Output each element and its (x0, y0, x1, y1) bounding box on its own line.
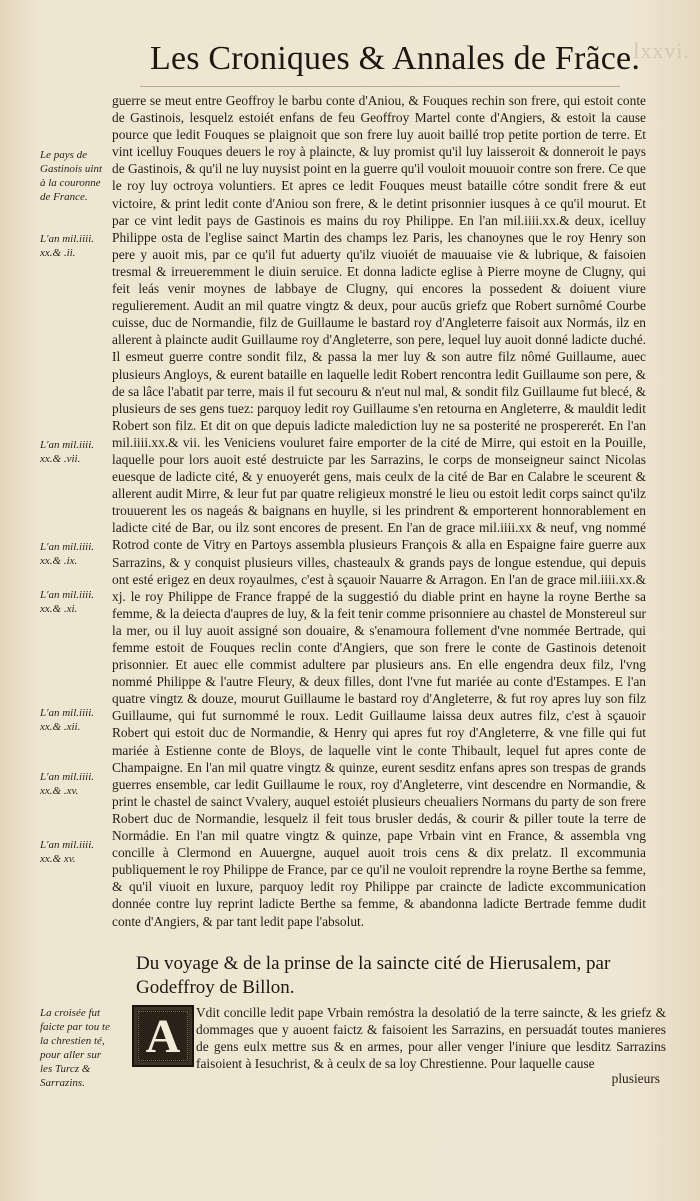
catchword: plusieurs (611, 1071, 660, 1086)
margin-note-1091: L'an mil.iiii. xx.& .xi. (40, 589, 95, 615)
section-heading: Du voyage & de la prinse de la saincte cité de Hierusalem, par Godeffroy de Billon. (136, 953, 611, 998)
page-header: Les Croniques & Annales de Frãce. (150, 40, 641, 77)
main-paragraph: guerre se meut entre Geoffroy le barbu conte d'Aniou, & Fouques rechin son frere, qui estoit conte de Gastinois, lesquelz estoiét enfans de feu Geoffroy Martel conte d'Angiers, & estoit la cause pource que ledit Fouques se plaignoit que son frere luy auoit baillé trop petite portion de terre. Et vint icelluy Fouques deuers le roy à plaincte, & luy promist qu'il luy laisseroit & donneroit le pays de Gastinois, & qu'il ne luy nuysist point en la guerre qu'il vouloit mouuoir contre son frere. Ce que le roy luy octroya voluntiers. Et apres ce ledit Fouques meust bataille cótre sondit frere & eut victoire, & print ledit conte d'Aniou son frere, & le detint prisonnier iusques à ce qu'il mourut. Et par ce vint ledit pays de Gastinois es mains du roy Philippe. En l'an mil.iiii.xx.& deux, icelluy Philippe osta de l'eglise sainct Martin des champs lez Paris, les chanoynes que le roy Henry son pere y auoit mis, par ce qu'il fut aduerty qu'ilz viuoiét de mauuaise vie & lubrique, & faisoien tresmal & irreueremment le diuin seruice. Et donna ladicte eglise à Pierre moyne de Clugny, qui feit leás venir moynes de labbaye de Clugny, qui encores la possedent & doiuent viure regulierement. Audit an mil quatre vingtz & deux, pour aucūs griefz que Robert surnômé Courbe cuisse, duc de Normandie, filz de Guillaume le bastard roy d'Angleterre faisoit aux Normás, ilz en allerent à plaincte audit Guillaume roy d'Angleterre, son pere, lequel luy auoit donné ladicte duché. Il esmeut guerre contre sondit filz, & passa la mer luy & son autre filz nômé Guillaume, auec plusieurs Angloys, & eurent bataille en laquelle ledit Robert rencontra ledit Guillaume son pere, & de sa lâce l'abatit par terre, mais il fut secouru & n'eut nul mal, & sondit filz Guillaume fut blecé, & plusieurs de ses gens tuez: parquoy ledit roy Guillaume s'en retourna en Angleterre, & mauldit ledit Robert son filz. Et dit on que depuis ladicte malediction luy ne sa posterité ne prospererét. En l'an mil.iiii.xx.& vii. les Veniciens vouluret faire emporter de la cité de Mirre, qui estoit en la Pouille, laquelle pour lors auoit esté destruicte par les Sarrazins, le corps de monseigneur sainct Nicolas euesque de ladicte cité, & y enuoyerét gens, mais ceulx de la cité de Bar en Calabre le sceurent & allerent audit Mirre, & leur fut par quatre religieux monstré le lieu ou estoit ledit corps sainct qu'ilz trouuerent les os nageás & baignans en huylle, si les prindrent & emporterent honnorablement en ladicte cité de Bar, ou ilz sont encores de present. En l'an de grace mil.iiii.xx & neuf, vng nommé Rotrod conte de Vitry en Partoys assembla plusieurs François & alla en Espaigne faire guerre aux Sarrazins, & y conquist plusieurs villes, chasteaulx & grands pays de longue estendue, qui depuis ont esté erigez en deux royaulmes, c'est à sçauoir Nauarre & Arragon. En l'an de grace mil.iiii.xx.& xj. le roy Philippe de France frappé de la suggestió du diable print en hayne la royne Berthe sa femme, & la deiecta d'aupres de luy, & la feit tenir comme prisonniere au chastel de Monstereul sur la mer, ou il luy auoit assigné son douaire, & s'enamoura follement d'vne nommée Bertrade, qui femme estoit de Fouques reclin conte d'Angiers, que son frere le conte de Gastinois detenoit prisonnier. Et auec elle commist adultere par plusieurs ans. En elle engendra deux filz, l'vng nommé Philippe & l'autre Fleury, & deux filles, dont l'vne fut mariée au conte d'Estampes. E l'an quatre vingtz & douze, mourut Guillaume le bastard roy d'Angleterre, & fut roy apres luy son filz Guillaume, qui fut surnommé le roux. Ledit Guillaume laissa deux autres filz, c'est à sçauoir Robert qui estoit duc de Normandie, & Henry qui apres fut roy d'Angleterre, & vne fille qui fut mariée à Estienne conte de Bloys, de laquelle vint le conte Thibault, lequel fut apres conte de Champaigne. En l'an mil quatre vingtz & quinze, eurent sesditz enfans apres son trespas de grands guerres ensemble, car ledit Guillaume le roux, roy d'Angleterre, vint descendre en Normandie, & print le chastel de sainct Vvalery, auquel estoiét plusieurs cheualiers Normans du party de son frere Robert duc de Normandie, lesquelz il feit tous brusler dedás, & courir & piller toute la terre de Normádie. En l'an mil quatre vingtz & quinze, pape Vrbain vint en France, & assembla vng concille à Clermond en Auuergne, auquel auoit trois cens & dix prelatz. Il excommunia publiquement le roy Philippe de France, par ce qu'il ne vouloit reprendre la royne Berthe sa femme, & qu'il viuoit en luxure, parquoy ledit roy Philippe par craincte de ladicte excommunication donnée contre luy reprint ladicte Berthe sa femme, & abandonna ladicte Bertrade femme dudit conte d'Angiers, & par tant ledit pape l'absolut. (112, 93, 646, 929)
margin-note-1092: L'an mil.iiii. xx.& .xii. (40, 707, 95, 733)
margin-note-gastinois: Le pays de Gastinois uint à la couronne de France. (40, 149, 103, 203)
margin-note-1089: L'an mil.iiii. xx.& .ix. (40, 541, 95, 567)
section-paragraph: Vdit concille ledit pape Vrbain remóstra la desolatió de la terre saincte, & les griefz & dommages que y auoent faictz & faisoient les Sarrazins, en persuadát toutes manieres de gens eulx mettre sus & en armes, pour aller venger l'iniure que lesditz Sarrazins faisoient à Iesuchrist, & à ceulx de sa loy Chrestienne. Pour laquelle cause (196, 1005, 666, 1071)
margin-note-1087: L'an mil.iiii. xx.& .vii. (40, 439, 95, 465)
margin-note-crusade: La croisée fut faicte par tou te la chrestien té, pour aller sur les Turcz & Sarrazins. (40, 1007, 110, 1089)
margin-note-1095-b: L'an mil.iiii. xx.& xv. (40, 839, 95, 865)
drop-cap-initial: A (132, 1005, 194, 1067)
header-rule (140, 86, 620, 87)
margin-note-1082: L'an mil.iiii. xx.& .ii. (40, 233, 95, 259)
bleed-through-text: lxxvi. (633, 38, 690, 63)
margin-note-1095-a: L'an mil.iiii. xx.& .xv. (40, 771, 95, 797)
main-text-column (112, 92, 646, 930)
